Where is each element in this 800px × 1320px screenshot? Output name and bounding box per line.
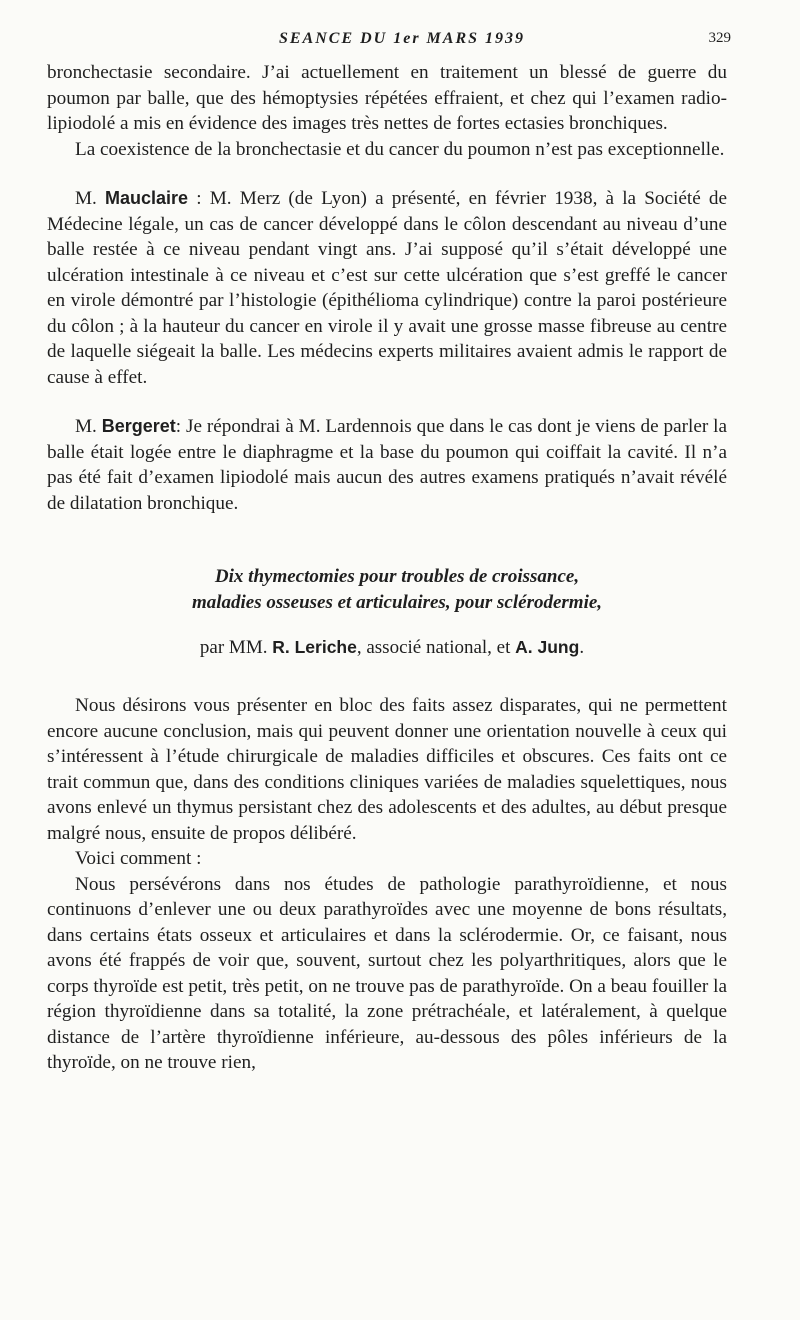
paragraph-parathyroid: Nous persévérons dans nos études de pathologie parathyroïdienne, et nous continuons d’enlever une ou deux parathyroïdes avec une moyenne de bons résultats, dans certains états osseux et articulaires et dans la sclérodermie. Or, ce faisant, nous avons été frappés de voir que, souvent, surtout chez les polyarthritiques, alors que le corps thyroïde est petit, très petit, on ne trouve pas de parathyroïde. On a beau fouiller la région thyroïdienne dans sa totalité, la zone prétrachéale, et latéralement, à quelque distance de l’artère thyroïdienne inférieure, au-dessous des pôles inférieurs de la thyroïde, on ne trouve rien, [47, 873, 727, 1073]
speaker-name: Bergeret [101, 416, 176, 436]
speaker-prefix: M. [75, 188, 106, 209]
spacer [47, 616, 727, 634]
speaker-name: Mauclaire [105, 188, 189, 208]
paragraph-text: : Je répondrai à M. Lardennois que dans le cas dont je viens de parler la balle était logée entre le diaphragme et la base du poumon qui coiffait la cavité. Il n’a pas été fait d’examen lipiodolé mais aucun des autres examens pratiqués n’avait révélé de dilatation bronchique. [47, 416, 727, 514]
paragraph-continued: bronchectasie secondaire. J’ai actuellement en traitement un blessé de guerre du poumon par balle, que des hémoptysies répétées effraient, et chez qui l’examen radio-lipiodolé a mis en évidence des images très nettes de fortes ectasies bronchiques. [47, 62, 727, 134]
paragraph-text: : M. Merz (de Lyon) a présenté, en février 1938, à la Société de Médecine légale, un cas de cancer développé dans le côlon descendant au niveau d’une balle restée à ce niveau pendant vingt ans. J’ai supposé qu’il s’était développé une ulcération intestinale à ce niveau et c’est sur cette ulcération que s’est greffé le cancer en virole démontré par l’histologie (épithélioma cylindrique) contre la paroi postérieure du côlon ; à la hauteur du cancer en virole il y avait une grosse masse fibreuse au centre de laquelle siégeait la balle. Les médecins experts militaires avaient admis le rapport de cause à effet. [47, 188, 727, 388]
article-byline [47, 634, 727, 661]
paragraph-coexistence: La coexistence de la bronchectasie et du cancer du poumon n’est pas exceptionnelle. [75, 138, 725, 160]
paragraph-intro: Nous désirons vous présenter en bloc des faits assez disparates, qui ne permettent encore aucune conclusion, mais qui peuvent donner une orientation nouvelle à ceux qui s’intéressent à l’étude chirurgicale de maladies difficiles et obscures. Ces faits ont ce trait commun que, dans des conditions cliniques variées de maladies squelettiques, nous avons enlevé un thymus persistant chez des adolescents et des adultes, au début presque malgré nous, ensuite de propos délibéré. [47, 695, 727, 844]
running-title: SEANCE DU 1er MARS 1939 [278, 30, 526, 47]
article-title-line-1: Dix thymectomies pour troubles de croissance, [214, 566, 580, 587]
paragraph-voici: Voici comment : [75, 848, 202, 869]
page-number: 329 [708, 30, 731, 46]
spacer [47, 162, 727, 186]
byline-suffix: . [579, 637, 585, 658]
spacer [47, 661, 727, 693]
byline-prefix: par MM. [199, 637, 273, 658]
running-head [47, 30, 731, 60]
speaker-prefix: M. [75, 416, 102, 437]
paragraph-bergeret [47, 414, 727, 516]
spacer [47, 516, 727, 564]
author-jung: A. Jung [515, 637, 580, 657]
article-title-line-2: maladies osseuses et articulaires, pour sclérodermie, [191, 592, 603, 613]
document-page [47, 30, 731, 1290]
paragraph-mauclaire [47, 186, 727, 390]
byline-middle: , associé national, et [356, 637, 516, 658]
author-leriche: R. Leriche [272, 637, 357, 657]
spacer [47, 390, 727, 414]
